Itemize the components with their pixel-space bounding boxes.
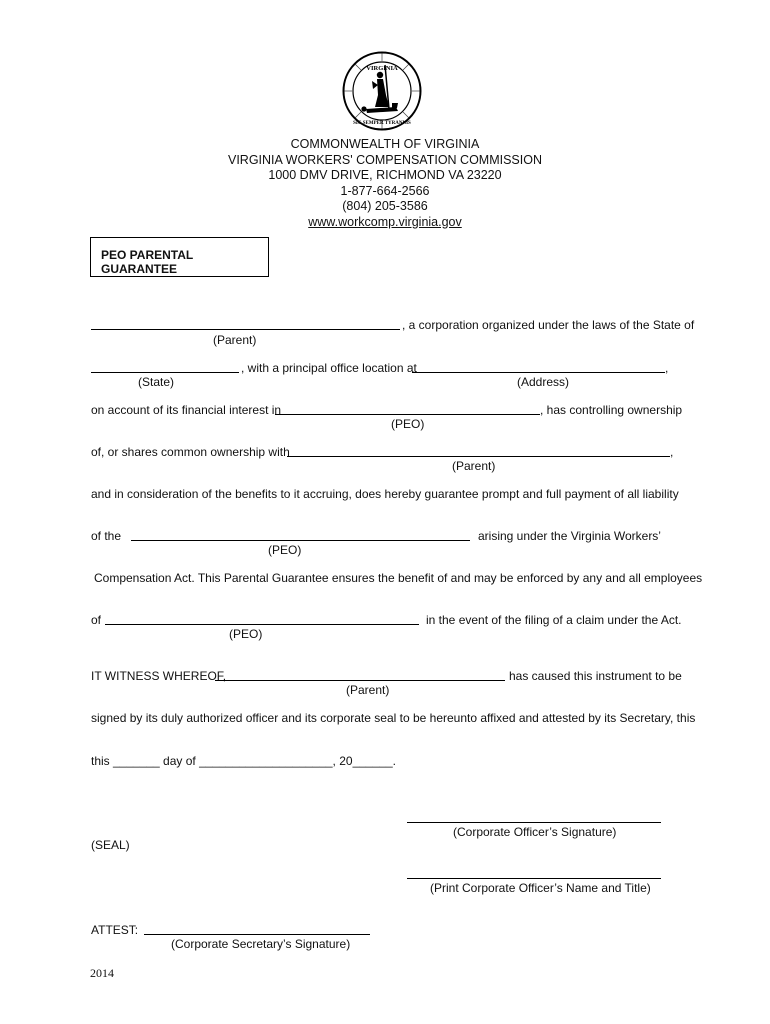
agency-header [0, 137, 770, 230]
of-text: of [91, 613, 102, 627]
officer-name-title-field[interactable] [407, 878, 661, 879]
peo-caption-3: (PEO) [229, 627, 263, 641]
compensation-act-text: Compensation Act. This Parental Guarantee ensures the benefit of and may be enforced by any and all employees [94, 571, 703, 585]
peo-name-field-2[interactable] [131, 540, 470, 541]
address-comma: , [665, 361, 669, 375]
header-website-link[interactable]: www.workcomp.virginia.gov [308, 214, 462, 229]
address-field[interactable] [412, 372, 665, 373]
form-title: PEO PARENTAL GUARANTEE [101, 248, 194, 276]
virginia-state-seal [342, 51, 422, 131]
peo-caption-1: (PEO) [391, 417, 425, 431]
peo-name-field-3[interactable] [105, 624, 419, 625]
signed-by-officer-text: signed by its duly authorized officer and its corporate seal to be hereunto affixed and attested by its Secretary, this [91, 711, 696, 725]
header-commonwealth: COMMONWEALTH OF VIRGINIA [290, 137, 480, 151]
parent-name-field-3[interactable] [215, 680, 505, 681]
consideration-text: and in consideration of the benefits to it accruing, does hereby guarantee prompt and full payment of all liability [91, 487, 679, 501]
header-address: 1000 DMV DRIVE, RICHMOND VA 23220 [268, 168, 502, 182]
peo-caption-2: (PEO) [268, 543, 302, 557]
svg-text:SIC SEMPER TYRANNIS: SIC SEMPER TYRANNIS [353, 121, 411, 126]
of-the-text: of the [91, 529, 122, 543]
officer-name-title-caption: (Print Corporate Officer’s Name and Title) [430, 881, 651, 895]
seal-label: (SEAL) [91, 838, 130, 852]
principal-office-text: , with a principal office location at [241, 361, 417, 375]
state-field[interactable] [91, 372, 239, 373]
form-title-box [90, 237, 269, 277]
header-phone-local: (804) 205-3586 [342, 199, 428, 213]
svg-text:VIRGINIA: VIRGINIA [366, 65, 398, 72]
secretary-signature-field[interactable] [144, 934, 370, 935]
address-caption: (Address) [517, 375, 570, 389]
parent-name-field[interactable] [91, 329, 400, 330]
state-caption: (State) [138, 375, 175, 389]
parent-caption: (Parent) [213, 333, 257, 347]
parent-caption-3: (Parent) [346, 683, 390, 697]
officer-signature-caption: (Corporate Officer’s Signature) [453, 825, 617, 839]
common-ownership-text: of, or shares common ownership with [91, 445, 290, 459]
corporation-organized-text: , a corporation organized under the laws of the State of [402, 318, 695, 332]
financial-interest-text: on account of its financial interest in [91, 403, 282, 417]
header-phone-tollfree: 1-877-664-2566 [340, 183, 430, 198]
arising-under-text: arising under the Virginia Workers’ [478, 529, 661, 543]
form-year: 2014 [90, 966, 114, 980]
parent-caption-2: (Parent) [452, 459, 496, 473]
date-line[interactable]: this _______ day of ____________________, 20______. [91, 754, 396, 768]
caused-instrument-text: has caused this instrument to be [509, 669, 682, 683]
witness-whereof-text: IT WITNESS WHEREOF, [91, 669, 227, 683]
parent-comma: , [670, 445, 674, 459]
secretary-signature-caption: (Corporate Secretary’s Signature) [171, 937, 351, 951]
attest-label: ATTEST: [91, 923, 139, 937]
controlling-ownership-text: , has controlling ownership [540, 403, 683, 417]
header-commission: VIRGINIA WORKERS' COMPENSATION COMMISSION [228, 152, 542, 167]
officer-signature-field[interactable] [407, 822, 661, 823]
parent-name-field-2[interactable] [287, 456, 670, 457]
event-of-claim-text: in the event of the filing of a claim under the Act. [426, 613, 682, 627]
peo-name-field-1[interactable] [275, 414, 540, 415]
